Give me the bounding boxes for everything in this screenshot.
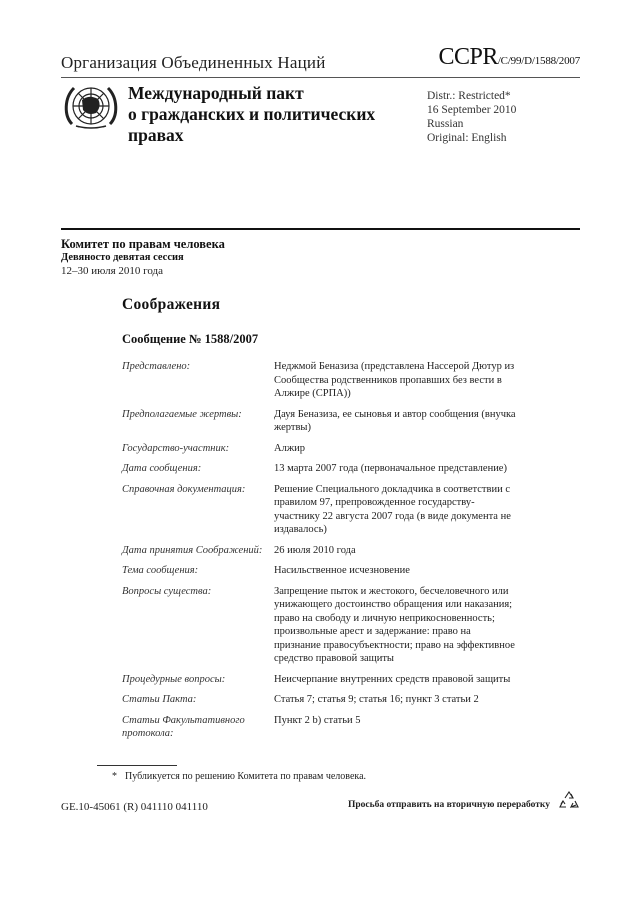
metadata-label: Предполагаемые жертвы:	[122, 408, 242, 420]
metadata-label: Государство-участник:	[122, 442, 230, 454]
views-heading: Соображения	[122, 296, 221, 313]
original-language: Original: English	[427, 132, 507, 144]
footnote-text: Публикуется по решению Комитета по правам человека.	[125, 771, 367, 782]
issue-date: 16 September 2010	[427, 104, 517, 116]
recycle-notice: Просьба отправить на вторичную переработку	[348, 800, 550, 810]
job-number: GE.10-45061 (R) 041110 041110	[61, 801, 208, 813]
header-rule	[61, 77, 580, 78]
metadata-value: Статья 7; статья 9; статья 16; пункт 3 статьи 2	[274, 694, 479, 705]
metadata-row	[122, 714, 532, 741]
metadata-row	[122, 462, 532, 476]
metadata-value: 26 июля 2010 года	[274, 544, 356, 556]
symbol-suffix: /C/99/D/1588/2007	[497, 55, 580, 67]
un-emblem-icon	[62, 82, 120, 132]
metadata-row	[122, 585, 532, 666]
footnote-marker: *	[112, 771, 117, 782]
metadata-row	[122, 564, 532, 578]
treaty-title-line: правах	[128, 125, 184, 145]
metadata-label: Дата сообщения:	[122, 463, 202, 474]
metadata-label: Справочная документация:	[122, 483, 246, 495]
metadata-row	[122, 408, 532, 435]
metadata-value: Неджмой Беназиза (представлена Нассерой Дютур из Сообщества родственников пропавших без вести в Алжире (СРПА))	[274, 361, 515, 399]
metadata-label: Представлено:	[122, 361, 191, 372]
metadata-value: Запрещение пыток и жестокого, бесчеловечного или унижающего достоинство обращения или наказания; право на свободу и личную неприкосновенность; произвольные арест и задержание: право на признание правосубъектности; право на эффективное средство правовой защиты	[274, 585, 515, 664]
session-name: Девяносто девятая сессия	[61, 252, 184, 263]
metadata-row	[122, 483, 532, 537]
organization-name: Организация Объединенных Наций	[61, 53, 326, 72]
metadata-label: Статьи Пакта:	[122, 694, 197, 705]
metadata-value: Дауя Беназиза, ее сыновья и автор сообщения (внучка жертвы)	[274, 408, 516, 433]
metadata-row	[122, 673, 532, 687]
footnote	[112, 771, 366, 782]
footnote-rule	[97, 765, 177, 766]
metadata-row	[122, 442, 532, 456]
metadata-label: Статьи Факультативного протокола:	[122, 714, 245, 739]
metadata-label: Тема сообщения:	[122, 565, 199, 576]
communication-metadata	[122, 360, 532, 748]
session-dates: 12–30 июля 2010 года	[61, 265, 164, 277]
metadata-value: 13 марта 2007 года (первоначальное представление)	[274, 463, 507, 474]
language: Russian	[427, 118, 464, 130]
metadata-label: Вопросы существа:	[122, 585, 212, 597]
document-symbol	[438, 44, 580, 71]
treaty-title-line: о гражданских и политических	[128, 104, 376, 124]
metadata-row	[122, 544, 532, 558]
metadata-label: Дата принятия Соображений:	[122, 544, 263, 556]
metadata-row	[122, 360, 532, 401]
symbol-main: CCPR	[438, 44, 498, 70]
metadata-row	[122, 693, 532, 707]
metadata-value: Неисчерпание внутренних средств правовой защиты	[274, 673, 511, 685]
recycle-icon	[557, 789, 581, 813]
metadata-label: Процедурные вопросы:	[122, 673, 226, 685]
distribution-status: Distr.: Restricted*	[427, 90, 511, 102]
treaty-title	[128, 83, 375, 146]
section-rule	[61, 228, 580, 230]
committee-name: Комитет по правам человека	[61, 237, 225, 251]
distribution-block	[427, 89, 516, 145]
communication-heading: Сообщение № 1588/2007	[122, 332, 259, 346]
treaty-title-line: Международный пакт	[128, 83, 304, 103]
metadata-value: Решение Специального докладчика в соответствии с правилом 97, препровожденное государству-участнику 22 августа 2007 года (в виде документа не издавалось)	[274, 483, 511, 535]
metadata-value: Алжир	[274, 442, 305, 454]
metadata-value: Пункт 2 b) статьи 5	[274, 714, 361, 726]
metadata-value: Насильственное исчезновение	[274, 565, 410, 576]
